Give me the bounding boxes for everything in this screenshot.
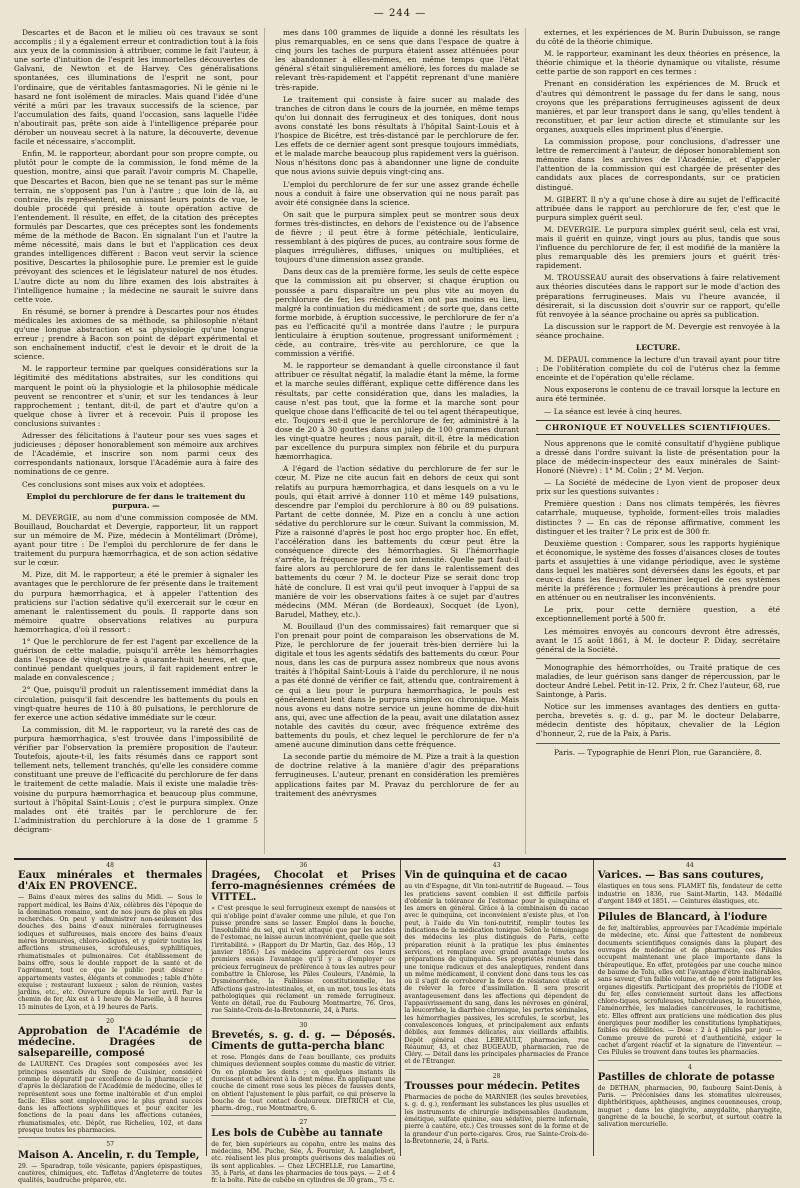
column-3 <box>536 28 786 854</box>
ad-number: 28 <box>492 1072 501 1080</box>
paragraph: Nous apprenons que le comité consultatif d'hygiène publique a dressé dans l'ordre suivant la liste de présentation pour la place de médecin-inspecteur des eaux minérales de Saint-Honoré (Nièvre) : 1° M. Colin ; 2° M. Verjon. <box>536 438 780 476</box>
ad-title: Vin de quinquina et de cacao <box>404 870 568 882</box>
paragraph: On sait que le purpura simplex peut se montrer sous deux formes très-distinctes, en dehors de l'existence ou de l'absence de fièvre ; il peut être à forme pétéchiale, lenticulaire, ressemblant à des piqûres de puces, au contraire sous forme de plaques irrégulières, diffuses, uniques ou multipliées, et toujours d'une dimension assez grande. <box>275 209 519 265</box>
advertisement <box>598 1064 782 1132</box>
ad-title: Pastilles de chlorate de potasse <box>597 1071 775 1083</box>
paragraph: Adresser des félicitations à l'auteur pour ses vues sages et judicieuses ; déposer honorablement son mémoire aux archives de l'Académie, et inscrire son nom parmi ceux des correspondants nationaux, lorsque l'Académie aura à faire des nominations de ce genre. <box>14 431 258 477</box>
lecture-heading: LECTURE. <box>635 343 681 352</box>
paragraph: M. Bouillaud (l'un des commissaires) fait remarquer que si l'on prenait pour point de comparaison les observations de M. Pize, le perchlorure de fer jouerait très-bien derrière lui la digitale et tous les agents sédatifs des battements du cœur. Pour nous, dans les cas de purpura assez nombreux que nous avons traités à l'hôpital Saint-Louis à l'aide du perchlorure, il ne nous a pas été donné de vérifier ce fait, attendu que, contrairement à ce qui a lieu pour le purpura hæmorrhagica, le pouls est généralement lent dans le purpura simplex ou chronique. Mais nous avons eu dans notre service un jeune homme de dix-huit ans, qui, avec une affection de la peau, avait une dilatation assez notable des cavités du cœur, avec fréquence extrême des battements du pouls, et chez lequel le perchlorure de fer n'a amené aucune diminution dans cette fréquence. <box>275 621 519 750</box>
ad-number: 27 <box>299 1119 308 1127</box>
ad-body: « C'est presque le seul ferrugineux exempt de nausées et qui n'oblige point d'avaler comme une pilule, et que l'on puisse prendre sans se lasser. Emploi dans la bouche, l'insolubilité du sel, qui n'est attaqué que par les acides de l'estomac, ne laisse aucun inconvénient, quelle que soit l'irritabilité. » (Rapport du Dr Martin, Gaz. des Hôp., 13 janvier 1856.) Les médecins apprécieront ces leurs premiers essais l'avantage qu'il y a d'employer ce précieux ferrugineux de préférence à tous les autres pour combattre la Chlorose, les Pâles Couleurs, l'Anémie, la Dysménorrhée, la Faiblesse constitutionnelle, les Affections gastro-intestinales, et, en un mot, tous les états pathologiques qui réclament un remède ferrugineux. Vente en détail, rue du Faubourg Montmartre, 76. Gros, rue Sainte-Croix-de-la-Bretonnerie, 24, à Paris. <box>211 905 396 1015</box>
book-notice: Monographie des hémorrhoïdes, ou Traité pratique de ces maladies, de leur guérison sans danger de répercussion, par le docteur André Lebel. Petit in-12. Prix, 2 fr. Chez l'auteur, 68, rue Saintonge, à Paris. <box>536 662 780 700</box>
advertisements-section <box>14 858 786 1185</box>
chronicle-title: CHRONIQUE ET NOUVELLES SCIENTIFIQUES. <box>536 420 780 435</box>
paragraph: M. DEVERGIE, au nom d'une commission composée de MM. Bouillaud, Bouchardat et Devergie, rapporteur, lit un rapport sur un mémoire de M. Pize, médecin à Montélimart (Drôme), ayant pour titre : De l'emploi du perchlorure de fer dans le traitement du purpura hæmorrhagica, et de son action sédative sur le cœur. <box>14 512 258 568</box>
paragraph: A l'égard de l'action sédative du perchlorure de fer sur le cœur, M. Pize ne cite aucun fait en dehors de ceux qui sont relatifs au purpura hæmorrhagica, et dans lesquels on a vu le pouls, qui était arrivé à donner 110 et même 149 pulsations, descendre par l'emploi du perchlorure à 80 ou 89 pulsations. Partant de cette donnée, M. Pize en a conclu à une action sédative du perchlorure sur le cœur. Suivant la commission, M. Pize a raisonné d'après le post hoc ergo propter hoc. En effet, l'accélération dans les battements du cœur peut être la conséquence directe des hémorrhagies. Si l'hémorrhagie s'arrête, la fréquence perd de son intensité. Quelle part faut-il faire alors au perchlorure de fer dans le ralentissement des battements du cœur ? M. le docteur Pize se serait donc trop hâté de conclure. Il est vrai qu'il peut invoquer à l'appui de sa manière de voir les observations faites à ce sujet par d'autres médecins (MM. Méran (de Bordeaux), Socquet (de Lyon), Barudel, Mathey, etc.). <box>275 464 519 619</box>
ad-body: de fer, inaltérables, approuvées par l'Académie impériale de médecine, etc. Ainsi que l'attestent de nombreux documents scientifiques consignés dans la plupart des ouvrages de médecine et de pharmacie, ces Pilules occupent maintenant une place importante dans la thérapeutique. En effet, protégées par une couche mince de baume de Tolu, elles ont l'avantage d'être inaltérables, sans saveur, d'un faible volume, et de ne point fatiguer les organes digestifs. Participant des propriétés de l'IODE et du fer, elles conviennent surtout dans les affections chloro-tiques, scrofuleuses, tuberculeuses, la leucorrhée, l'aménorrhée, les maladies cancéreuses, le rachitisme, etc. Elles offrent aux praticiens une médication des plus énergiques pour modifier les constitutions lymphatiques, faibles ou débilitées. — Dose : 2 à 4 pilules par jour. — Comme preuve de pureté et d'authenticité, exiger le cachet d'argent réactif et la signature de l'inventeur. — Ces Pilules se trouvent dans toutes les pharmacies. <box>597 925 782 1057</box>
paragraph: La commission, dit M. le rapporteur, vu la rareté des cas de purpura hæmorrhagica, s'est trouvée dans l'impossibilité de vérifier par l'observation la première proposition de l'auteur. Toutefois, ajoute-t-il, les faits résumés dans ce rapport sont tellement nets, tellement tranchés, qu'elle les considère comme constituant une preuve de l'efficacité du perchlorure de fer dans le traitement de cette maladie. Mais il existe une maladie très-voisine du purpura hæmorrhagica et beaucoup plus commune, surtout à l'hôpital Saint-Louis ; c'est le purpura simplex. Onze malades ont été traités par le perchlorure de fer. L'administration du perchlorure à la dose de 1 gramme 5 décigram- <box>14 724 258 834</box>
advertisement <box>18 862 202 1015</box>
paragraph: En résumé, se borner à prendre à Descartes pour nos études médicales les axiomes de sa méthode, sa philosophie n'étant qu'une longue abstraction et sa physiologie qu'une longue erreur ; prendre à Bacon son point de départ expérimental et son enchaînement inductif, c'est le devoir et le droit de la science. <box>14 306 258 362</box>
paragraph: Ces conclusions sont mises aux voix et adoptées. <box>22 479 206 489</box>
column-1 <box>14 28 265 854</box>
newspaper-page <box>14 8 786 1185</box>
page-number: — 244 — <box>373 8 427 19</box>
article-columns <box>14 28 786 854</box>
paragraph: 1° Que le perchlorure de fer est l'agent par excellence de la guérison de cette maladie, puisqu'il arrête les hémorrhagies dans l'espace de vingt-quatre à quarante-huit heures, et que, continué pendant quelques jours, il fait rapidement entrer le malade en convalescence ; <box>14 637 258 683</box>
paragraph: Nous exposerons le contenu de ce travail lorsque la lecture en aura été terminée. <box>536 385 780 404</box>
paragraph: externes, et les expériences de M. Burin Dubuisson, se range du côté de la théorie chimique. <box>536 28 780 47</box>
ad-body: élastiques en tous sens. FLAMET fils, fondateur de cette industrie en 1836, rue Saint-Martin, 143. Médaillé d'argent 1849 et 1851. — Ceintures élastiques, etc. <box>597 883 782 905</box>
divider <box>536 658 780 659</box>
paragraph: M. le rapporteur, examinant les deux théories en présence, la théorie chimique et la théorie dynamique ou vitaliste, résume cette partie de son rapport en ces termes : <box>536 49 780 77</box>
paragraph: Le traitement qui consiste à faire sucer au malade des tranches de citron dans le cours de la journée, en même temps qu'on lui donnait des ferrugineux et des toniques, dont nous avons constaté les bons résultats à l'hôpital Saint-Louis et à l'hospice de Bicêtre, est très-distancé par le perchlorure de fer. Les effets de ce dernier agent sont presque toujours immédiats, et le malade marche beaucoup plus rapidement vers la guérison. Nous n'hésitons donc pas à abandonner une ligne de conduite que nous avions suivie depuis vingt-cinq ans. <box>275 94 519 177</box>
ad-column-2 <box>207 860 400 1185</box>
advertisement <box>598 912 782 1060</box>
paragraph: M. GIBERT. Il n'y a qu'une chose à dire au sujet de l'efficacité attribuée dans le rapport au perchlorure de fer, c'est que le purpura simplex guérit seul. <box>536 194 780 222</box>
book-notice: Notice sur les immenses avantages des dentiers en gutta-percha, brevetés s. g. d. g., par M. le docteur Delabarre, médecin dentiste des hôpitaux, chevalier de la Légion d'honneur, 2, rue de la Paix, à Paris. <box>536 702 780 739</box>
ad-number: 4 <box>687 1063 692 1071</box>
ad-body: au vin d'Espagne, dit Vin toni-nutritif de Bugeaud. — Tous les praticiens savent combien il est difficile parfois d'obtenir la tolérance de l'estomac pour le quinquina et les amers en général. Grâce à la combinaison du cacao avec le quinquina, cet inconvénient n'existe plus, et l'on peut, à l'aide du Vin toni-nutritif, remplir toutes les indications de la médication tonique. Selon le témoignage des médecins les plus distingués de Paris, cette préparation réunit à la pratique les plus éminentes services, et remplace avec grand avantage toutes les préparations de quinquina. Ses propriétés réunies dans une tonique radicaux et des analeptiques, rendent dans un même médicament, il convient donc dans tous les cas où il s'agit de corroborer la force de résistance vitale et de relever la force d'assimilation. Il sera prescrit avantageusement dans les affections qui dépendent de l'appauvrissement du sang, dans les névroses en général, la leucorrhée, la diarrhée chronique, les pertes séminales, les hémorrhagies passives, les scrofules, le scorbut, les convalescences longues, et principalement aux enfants débiles, aux femmes délicates, aux vieillards affaiblis. Dépôt général chez LEBEAULT, pharmacien, rue Réaumur, 43, et chez BUGEAUD, pharmacien, rue de Cléry. — Détail dans les principales pharmacies de France et de l'Étranger. <box>404 883 589 1066</box>
paragraph: mes dans 100 grammes de liquide a donné les résultats les plus remarquables, en ce sens que dans l'espace de quatre à cinq jours les taches de purpura étaient assez atténuées pour les abandonner à elles-mêmes, en même temps que l'état général s'était singulièrement amélioré, les forces du malade se relevant très-rapidement et l'appétit reprenant d'une manière très-rapide. <box>275 28 519 92</box>
ad-number: 43 <box>492 862 501 869</box>
paragraph: M. DEPAUL commence la lecture d'un travail ayant pour titre : De l'oblitération complète du col de l'utérus chez la femme enceinte et de l'opération qu'elle réclame. <box>536 355 780 383</box>
ad-body: Pharmacies de poche de MARNIER (les seules brevetées, s. g. d. g.), renfermant les substances les plus usuelles et les instruments de chirurgie indispensables (laudanum, émétique, sulfate quinine, eau sédative, pierre infernale, pierre à cautère, etc.) Ces trousses sont de la forme et de la grandeur d'un porte-cigares. Gros, rue Sainte-Croix-de-la-Bretonnerie, 24, à Paris. <box>404 1094 589 1145</box>
ad-title: Maison A. Ancelin, r. du Temple, <box>18 1149 200 1161</box>
ad-number: 44 <box>686 862 694 869</box>
ad-column-4 <box>594 860 786 1156</box>
ad-title: Varices. — Bas sans coutures, <box>597 870 764 882</box>
ad-column-1 <box>14 860 207 1185</box>
ad-body: de fer, bien supérieurs au copahu, entre les mains des médecins, MM. Puche, Sée, A. Fournier, A. Langlebert, etc. réalisent les plus prompts guérisons des maladies où ils sont applicables. — Chez LECHELLE, rue Lamartine, 35, à Paris, et dans les pharmacies de tous pays. — 2 et 4 fr. la boîte. Pâte de cubèbe en cylindres de 30 gram., 75 c. <box>211 1140 396 1185</box>
ad-number: 30 <box>299 1021 308 1029</box>
paragraph: Deuxième question : Comparer, sous les rapports hygiénique et économique, le système des fosses d'aisances closes de toutes parts et assujetties à une vidange périodique, avec le système dans lequel les matières sont déversées dans les égouts, et par ceux-ci dans les fleuves. Déterminer lequel de ces systèmes mérite la préférence ; formuler les précautions à prendre pour en atténuer ou en neutraliser les inconvénients. <box>536 538 780 603</box>
advertisement <box>211 1022 395 1117</box>
ad-body: 29. — Sparadrap, toile vésicante, papiers épispastiques, cautères, chimiques, etc. Taffetas d'Angleterre de toutes qualités, baudruche préparée, etc. <box>18 1162 203 1185</box>
paragraph: M. le rapporteur termine par quelques considérations sur la légitimité des méditations abstraites, sur les conditions qui marquent le point où la physiologie et la philosophie médicale peuvent se rencontrer et s'unir, et sur les tendances à leur rapprochement ; tentant, dit-il, de part et d'autre qu'on a quelque chose à livrer et à recevoir. Puis il propose les conclusions suivantes : <box>14 364 258 428</box>
advertisement <box>405 1073 589 1148</box>
printer-footer: Paris. — Typographie de Henri Plon, rue Garancière, 8. <box>554 747 762 757</box>
advertisement <box>211 1119 395 1187</box>
paragraph: M. DEVERGIE. Le purpura simplex guérit seul, cela est vrai, mais il guérit en quinze, vingt jours au plus, tandis que sous l'influence du perchlorure de fer, il est modifié de la manière la plus remarquable dès les premiers jours et guérit très-rapidement. <box>536 224 780 271</box>
ad-number: 36 <box>299 862 308 869</box>
paragraph: La discussion sur le rapport de M. Devergie est renvoyée à la séance prochaine. <box>536 321 780 340</box>
ad-title: Brevetés, s. g. d. g. — Déposés. Ciments de gutta-percha blanc <box>211 1030 396 1053</box>
advertisement <box>18 1018 202 1138</box>
ad-number: 48 <box>106 862 114 869</box>
ad-title: Approbation de l'Académie de médecine. Dragées de salsepareille, composé <box>18 1026 203 1060</box>
paragraph: — La Société de médecine de Lyon vient de proposer deux prix sur les questions suivantes : <box>536 478 780 497</box>
paragraph: La commission propose, pour conclusions, d'adresser une lettre de remerciment à l'auteur, de déposer honorablement son mémoire dans les archives de l'Académie, et d'appeler l'attention de la commission qui est chargée de présenter des candidats aux places de correspondants, sur ce praticien distingué. <box>536 137 780 192</box>
ad-title: Eaux minérales et thermales d'Aix EN PROVENCE. <box>18 870 203 893</box>
paragraph: Descartes et de Bacon et le milieu où ces travaux se sont accomplis ; il y a également erreur et contradiction tout à la fois aux yeux de la commission à attribuer, comme le fait l'auteur, à une sorte d'intuition de l'esprit les immortelles découvertes de Galvani, de Newton et de Harvey. Ces généralisations spontanées, ces illuminations de l'esprit ne sont, pour l'ordinaire, que de véritables fantasmagories. Ni le génie ni le hasard ne font isolément de miracles. Mais quand l'idée d'une vérité a mûri par les travaux successifs de la science, par l'accumulation des faits, quand l'occasion, sans laquelle l'idée n'aboutirait pas, prête son aide à l'intelligence préparée pour dérober un nouveau secret à la nature, la découverte, devenue facile et nécessaire, s'accomplit. <box>14 28 258 147</box>
ad-body: de LAURENT. Ces Dragées sont composées avec les principes essentiels du Sirop de Cuisinier, considéré comme le dépuratif par excellence de la pharmacie ; et d'après la déclaration de l'Académie de médecine, elles le représentent sous une forme inaltérable et d'un emploi facile. Elles sont employées avec le plus grand succès dans les affections syphilitiques et pour exciter les fonctions de la peau dans les affections cutanées, rhumatismales, etc. Dépôt, rue Richelieu, 102, et dans presque toutes les pharmacies. <box>18 1061 203 1135</box>
ad-number: 20 <box>106 1018 114 1026</box>
ad-title: Trousses pour médecin. Petites <box>404 1081 580 1093</box>
paragraph: Le prix, pour cette dernière question, a été exceptionnellement porté à 500 fr. <box>536 605 780 624</box>
paragraph: 2° Que, puisqu'il produit un ralentissement immédiat dans la circulation, puisqu'il fait descendre les battements du pouls en vingt-quatre heures de 110 à 80 pulsations, le perchlorure de fer exerce une action sédative immédiate sur le cœur. <box>14 685 258 722</box>
ad-title: Les bols de Cubèbe au tannate <box>211 1127 383 1139</box>
paragraph: L'emploi du perchlorure de fer sur une assez grande échelle nous a conduit à faire une observation qui ne nous paraît pas avoir été consignée dans la science. <box>275 179 519 207</box>
ad-body: — Bains d'eaux mères des salins du Midi. — Sous le rapport médical, les Bains d'Aix, célèbres dès l'époque de la domination romaine, sont de nos jours de plus en plus recherchés. On peut y administrer non-seulement des douches des bains d'eaux minérales ferrugineuses iodiques et sulfureuses, mais encore des bains d'eaux mères bromurées, chloro-iodiques, et y guérir toutes les affections strumeuses, scrofuleuses, syphilitiques, rhumatismales et pulmonaires. Cet établissement de bains offre, sous le double rapport de la santé et de l'agrément, tout ce que le public peut désirer : appartements vastes, élégants et commodes ; table d'hôte exquise ; restaurant luxueux ; salon de réunion, vastes jardins, etc., etc. Ouverture depuis le 1er avril. Par le chemin de fer, Aix est à 1 heure de Marseille, à 8 heures 15 minutes de Lyon, et à 19 heures de Paris. <box>18 894 203 1011</box>
advertisement <box>598 862 782 909</box>
paragraph: Première question : Dans nos climats tempérés, les fièvres catarrhale, muqueuse, typhoïde, forment-elles trois maladies distinctes ? — En cas de réponse affirmative, comment les distinguer et les traiter ? Le prix est de 300 fr. <box>536 499 780 536</box>
ad-number: 57 <box>106 1141 114 1149</box>
advertisement <box>18 1141 202 1187</box>
paragraph: — La séance est levée à cinq heures. <box>544 406 683 416</box>
ad-column-3 <box>401 860 594 1156</box>
paragraph: M. Pize, dit M. le rapporteur, a été le premier à signaler les avantages que le perchlorure de fer présente dans le traitement du purpura hæmorrhagica, et à appeler l'attention des praticiens sur l'action sédative qu'il exercerait sur le cœur en amenant le ralentissement du pouls. Il rapporte dans son mémoire quatre observations relatives au purpura hæmorrhagica, d'où il ressort : <box>14 570 258 634</box>
column-2 <box>275 28 526 854</box>
paragraph: Les mémoires envoyés au concours devront être adressés, avant le 15 août 1861, à M. le docteur P. Diday, secrétaire général de la Société. <box>536 626 780 654</box>
paragraph: Prenant en considération les expériences de M. Bruck et d'autres qui démontrent le passage du fer dans le sang, nous croyons que les préparations ferrugineuses agissent de deux manières, et par leur transport dans le sang, qu'elles tendent à reconstituer, et par leur action directe et stimulante sur les organes, auxquels elles impriment plus d'énergie. <box>536 79 780 134</box>
ad-body: de DETHAN, pharmacien, 90, faubourg Saint-Denis, à Paris. — Préconisées dans les stomatites ulcéreuses, diphthéritiques, aphtheuses, angines couenneuses, croup, muguet ; dans les gingivite, amygdalite, pharyngite, gangrène de la bouche, le scorbut, et surtout contre la salivation mercurielle. <box>597 1084 782 1129</box>
paragraph: M. le rapporteur se demandant à quelle circonstance il faut attribuer ce résultat négatif, la maladie étant la même, la forme et la marche seules différant, explique cette différence dans les résultats, par cette considération que, dans les maladies, la cause n'est pas tout, que la forme et la marche sont pour quelque chose dans l'efficacité de tel ou tel agent thérapeutique, etc. Toujours est-il que le perchlorure de fer, administré à la dose de 20 à 30 gouttes dans un julep de 100 grammes durant les vingt-quatre heures ; nous paraît, dit-il, être la médication par excellence du purpura simplex non fébrile et du purpura hæmorrhagica. <box>275 361 519 462</box>
divider <box>536 743 780 744</box>
paragraph: Enfin, M. le rapporteur, abordant pour son propre compte, ou plutôt pour le compte de la commission, le fond même de la question, montre, ainsi que paraît l'avoir compris M. Chapelle, que Descartes et Bacon, bien que ne se tenant pas sur le même terrain, ne s'opposent pas l'un à l'autre ; que loin de là, au contraire, ils représentent, en unissant leurs points de vue, le double procédé qui préside à toute opération active de l'entendement. Il résulte, en effet, de la citation des préceptes formulés par Descartes, que ces préceptes sont les fondements même de la méthode de Bacon. En signalant l'un et l'autre la même nécessité, mais dans le but et l'application ces deux grandes intelligences diffèrent : Bacon veut servir la science positive, Descartes la philosophie pure. Le premier est le guide prévoyant des sciences et le législateur naturel de nos études. L'autre dicte au nom du libre examen des lois abstraites à l'intelligence humaine ; la médecine ne saurait le suivre dans cette voie. <box>14 149 258 304</box>
paragraph: La seconde partie du mémoire de M. Pize a trait à la question de doctrine relative à la manière d'agir des préparations ferrugineuses. L'auteur, prenant en considération les premières applications faites par M. Pravaz du perchlorure de fer au traitement des anévrysmes <box>275 752 519 798</box>
paragraph: Dans deux cas de la première forme, les seuls de cette espèce que la commission ait pu observer, si chaque éruption ou poussée a paru disparaître un peu plus vite au moyen du perchlorure de fer, les récidives n'en ont pas moins eu lieu, malgré la continuation du médicament ; de sorte que, dans cette forme morbide, à éruption successive, le perchlorure de fer n'a pas eu l'efficacité qu'il a montrée dans l'autre ; le purpura lenticulaire à éruption soutenue, progressant uniformément ; cède, au contraire, très-vite au perchlorure, ce que la commission a vérifié. <box>275 267 519 359</box>
ad-title: Pilules de Blancard, à l'iodure <box>597 912 768 924</box>
section-heading: Emploi du perchlorure de fer dans le traitement du purpura. — <box>26 491 246 510</box>
paragraph: M. TROUSSEAU aurait des observations à faire relativement aux théories discutées dans le rapport sur le mode d'action des préparations ferrugineuses. Mais vu l'heure avancée, il désirerait, si la discussion doit s'ouvrir sur ce rapport, qu'elle fût renvoyée à la séance prochaine ou après sa publication. <box>536 273 780 319</box>
ad-title: Dragées, Chocolat et Prises ferro-magnésiennes crémées de VITTEL. <box>211 870 396 904</box>
advertisement <box>211 862 395 1019</box>
advertisement <box>405 862 589 1070</box>
ad-body: et rose. Plongés dans de l'eau bouillante, ces produits chimiques deviennent souples comme du mastic de vitrier. On en plombe les dents ; en quelques instants ils durcissent et adhèrent à la dent même. En appliquant une couche de ciment rose sous les pièces de fausses dents, on obtient l'ajustement le plus parfait, ce qui préserve la bouche de tout contact douloureux. DIETRICH et Cie, pharm.-drog., rue Montmartre, 6. <box>211 1054 396 1113</box>
